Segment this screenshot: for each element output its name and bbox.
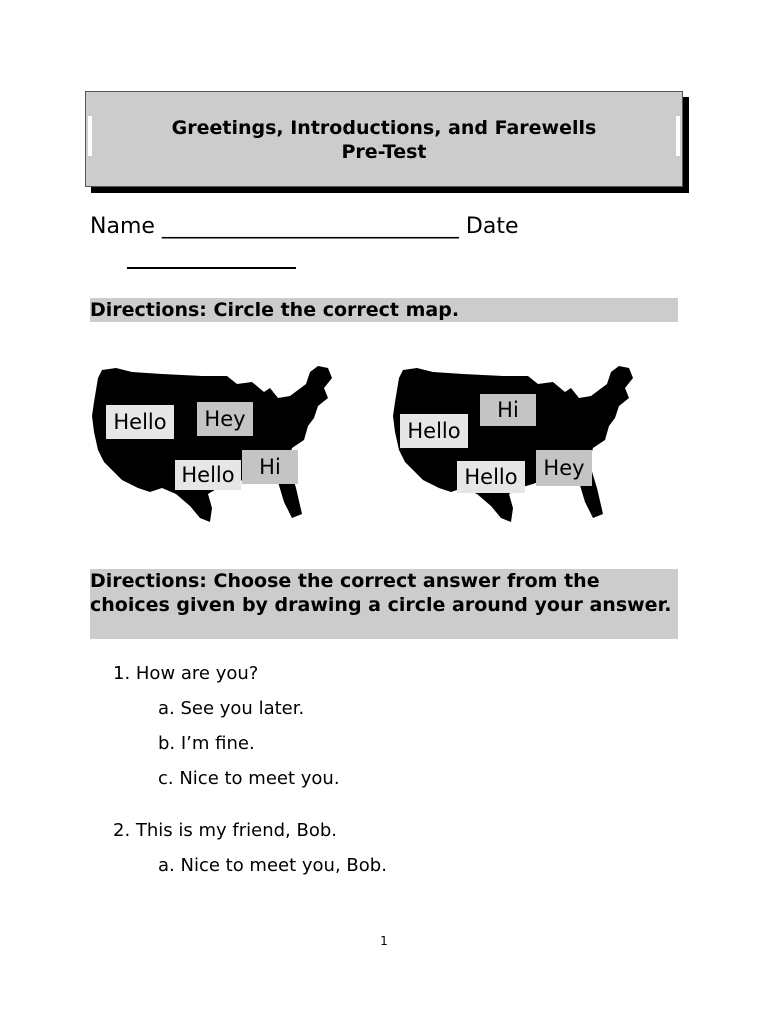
date-blank-line bbox=[127, 251, 296, 269]
document-title: Greetings, Introductions, and Farewells bbox=[171, 117, 597, 139]
map-label: Hi bbox=[242, 450, 298, 484]
directions-circle-map: Directions: Circle the correct map. bbox=[90, 298, 678, 322]
directions-choose-answer: Directions: Choose the correct answer from the choices given by drawing a circle around your answer. bbox=[90, 569, 678, 639]
map-label: Hi bbox=[480, 394, 536, 426]
map-label: Hello bbox=[457, 461, 525, 493]
question-2-choice-a[interactable]: a. Nice to meet you, Bob. bbox=[158, 855, 387, 876]
usa-map-option-2[interactable] bbox=[393, 362, 635, 524]
map-label: Hello bbox=[106, 405, 174, 439]
question-1-choice-b[interactable]: b. I’m fine. bbox=[158, 733, 255, 754]
map-label: Hello bbox=[175, 460, 241, 490]
question-1-prompt: 1. How are you? bbox=[113, 663, 259, 684]
document-subtitle: Pre-Test bbox=[341, 141, 427, 163]
map-label: Hello bbox=[400, 414, 468, 448]
name-date-line: Name ___________________________ Date bbox=[90, 214, 519, 239]
question-1-choice-a[interactable]: a. See you later. bbox=[158, 698, 305, 719]
question-1-choice-c[interactable]: c. Nice to meet you. bbox=[158, 768, 340, 789]
question-2-prompt: 2. This is my friend, Bob. bbox=[113, 820, 338, 841]
usa-map-option-1[interactable] bbox=[92, 362, 334, 524]
page-number: 1 bbox=[380, 934, 388, 948]
usa-map-silhouette-icon bbox=[92, 362, 334, 524]
map-label: Hey bbox=[197, 402, 253, 436]
title-box bbox=[85, 91, 683, 187]
map-label: Hey bbox=[536, 450, 592, 486]
